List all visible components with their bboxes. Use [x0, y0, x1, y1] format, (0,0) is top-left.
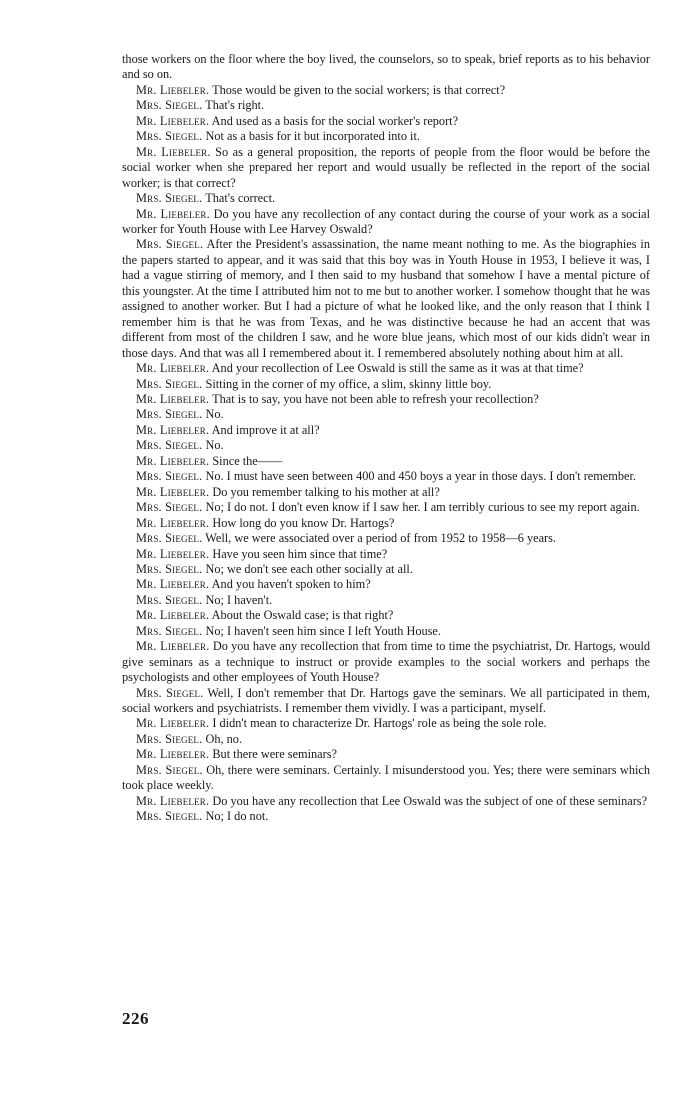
speaker-name: Mr. Liebeler.	[136, 546, 210, 561]
transcript-paragraph	[122, 485, 650, 500]
speaker-name: Mr. Liebeler.	[136, 206, 210, 221]
speaker-name: Mrs. Siegel.	[136, 376, 203, 391]
speaker-name: Mrs. Siegel.	[136, 237, 204, 252]
paragraph-text: No.	[205, 407, 224, 422]
paragraph-text: Do you have any recollection that Lee Oswald was the subject of one of these seminars?	[212, 793, 648, 808]
transcript-paragraph	[122, 732, 650, 747]
speaker-name: Mr. Liebeler.	[136, 577, 210, 592]
paragraph-text: And your recollection of Lee Oswald is still the same as it was at that time?	[211, 361, 584, 376]
transcript-paragraph	[122, 207, 650, 238]
paragraph-text: That's right.	[205, 98, 265, 113]
transcript-paragraph	[122, 686, 650, 717]
transcript-paragraph	[122, 145, 650, 191]
paragraph-text: So as a general proposition, the reports of people from the floor would be before the social worker when she prepared her report and would usually be reflected in the report of the social worker; is that correct?	[122, 144, 651, 190]
paragraph-text: I didn't mean to characterize Dr. Hartogs' role as being the sole role.	[212, 716, 547, 731]
speaker-name: Mrs. Siegel.	[136, 129, 203, 144]
transcript-paragraph	[122, 469, 650, 484]
transcript-paragraph	[122, 83, 650, 98]
transcript-paragraph	[122, 608, 650, 623]
transcript-paragraph	[122, 500, 650, 515]
transcript-paragraph	[122, 593, 650, 608]
speaker-name: Mrs. Siegel.	[136, 762, 203, 777]
speaker-name: Mr. Liebeler.	[136, 484, 210, 499]
paragraph-text: Do you have any recollection of any contact during the course of your work as a social worker for Youth House with Lee Harvey Oswald?	[122, 206, 651, 236]
transcript-paragraph	[122, 577, 650, 592]
transcript-paragraph	[122, 237, 650, 361]
transcript-paragraph	[122, 716, 650, 731]
paragraph-text: No; I haven't seen him since I left Youth House.	[205, 623, 441, 638]
transcript-paragraph	[122, 639, 650, 685]
transcript-paragraph	[122, 562, 650, 577]
speaker-name: Mr. Liebeler.	[136, 515, 210, 530]
speaker-name: Mrs. Siegel.	[136, 531, 203, 546]
paragraph-text: After the President's assassination, the name meant nothing to me. As the biographies in the papers started to appear, and it was said that this boy was in Youth House in 1953, I believe it was, I had a vague stirring of memory, and I then said to my husband that somehow I have a mental picture of this youngster. At the time I attributed him not to me but to another worker. I somehow thought that he was assigned to another worker. But I had a picture of what he looked like, and the only reason that I think I remember him is that he was from Texas, and he was distinctive because he had an accent that was different from most of the children I saw, and he wore blue jeans, which most of our kids didn't wear in those days. And that was all I remembered about it. I remembered absolutely nothing about him at all.	[122, 237, 650, 360]
paragraph-text: How long do you know Dr. Hartogs?	[212, 515, 395, 530]
speaker-name: Mrs. Siegel.	[136, 191, 203, 206]
speaker-name: Mrs. Siegel.	[136, 500, 203, 515]
speaker-name: Mr. Liebeler.	[136, 639, 210, 654]
transcript-paragraph	[122, 624, 650, 639]
paragraph-text: No. I must have seen between 400 and 450 boys a year in those days. I don't remember.	[205, 469, 636, 484]
speaker-name: Mrs. Siegel.	[136, 469, 203, 484]
page-number: 226	[122, 1009, 149, 1028]
paragraph-text: Sitting in the corner of my office, a slim, skinny little boy.	[205, 376, 492, 391]
speaker-name: Mr. Liebeler.	[136, 608, 210, 623]
paragraph-text: Do you have any recollection that from time to time the psychiatrist, Dr. Hartogs, would give seminars as a technique to instruct or provide examples to the social workers and perhaps the psychologists and other employees of Youth House?	[122, 639, 651, 685]
paragraph-text: No; I do not. I don't even know if I saw her. I am terribly curious to see my report again.	[205, 500, 640, 515]
paragraph-text: No; I do not.	[205, 809, 269, 824]
transcript-body	[122, 52, 650, 825]
speaker-name: Mrs. Siegel.	[136, 438, 203, 453]
speaker-name: Mr. Liebeler.	[136, 747, 210, 762]
paragraph-text: That is to say, you have not been able to refresh your recollection?	[212, 391, 539, 406]
paragraph-text: Not as a basis for it but incorporated into it.	[205, 129, 420, 144]
paragraph-text: Since the——	[212, 453, 283, 468]
transcript-paragraph	[122, 454, 650, 469]
paragraph-text: But there were seminars?	[212, 747, 337, 762]
speaker-name: Mr. Liebeler.	[136, 361, 210, 376]
transcript-paragraph	[122, 516, 650, 531]
transcript-paragraph	[122, 52, 650, 83]
speaker-name: Mrs. Siegel.	[136, 407, 203, 422]
speaker-name: Mr. Liebeler.	[136, 144, 211, 159]
speaker-name: Mrs. Siegel.	[136, 98, 203, 113]
paragraph-text: And improve it at all?	[211, 422, 320, 437]
transcript-paragraph	[122, 763, 650, 794]
transcript-paragraph	[122, 191, 650, 206]
transcript-paragraph	[122, 531, 650, 546]
transcript-paragraph	[122, 809, 650, 824]
speaker-name: Mr. Liebeler.	[136, 113, 210, 128]
paragraph-text: Well, I don't remember that Dr. Hartogs gave the seminars. We all participated in them, social workers and psychiatrists. I remember them vividly. I was a participant, myself.	[122, 685, 650, 716]
transcript-paragraph	[122, 794, 650, 809]
paragraph-text: those workers on the floor where the boy lived, the counselors, so to speak, brief reports as to his behavior and so on.	[122, 52, 650, 82]
paragraph-text: And used as a basis for the social worker's report?	[211, 113, 459, 128]
paragraph-text: Oh, no.	[205, 731, 243, 746]
transcript-paragraph	[122, 361, 650, 376]
speaker-name: Mr. Liebeler.	[136, 82, 210, 97]
speaker-name: Mrs. Siegel.	[136, 731, 203, 746]
speaker-name: Mrs. Siegel.	[136, 561, 203, 576]
transcript-paragraph	[122, 392, 650, 407]
speaker-name: Mr. Liebeler.	[136, 453, 210, 468]
paragraph-text: Those would be given to the social workers; is that correct?	[212, 82, 506, 97]
paragraph-text: Well, we were associated over a period of from 1952 to 1958—6 years.	[205, 531, 556, 546]
speaker-name: Mrs. Siegel.	[136, 685, 204, 700]
transcript-paragraph	[122, 423, 650, 438]
transcript-paragraph	[122, 438, 650, 453]
speaker-name: Mr. Liebeler.	[136, 391, 210, 406]
transcript-paragraph	[122, 114, 650, 129]
speaker-name: Mrs. Siegel.	[136, 809, 203, 824]
paragraph-text: No; I haven't.	[205, 592, 273, 607]
transcript-paragraph	[122, 407, 650, 422]
speaker-name: Mr. Liebeler.	[136, 422, 210, 437]
paragraph-text: No; we don't see each other socially at all.	[205, 561, 413, 576]
transcript-paragraph	[122, 377, 650, 392]
speaker-name: Mr. Liebeler.	[136, 793, 210, 808]
speaker-name: Mrs. Siegel.	[136, 592, 203, 607]
paragraph-text: Have you seen him since that time?	[212, 546, 388, 561]
paragraph-text: About the Oswald case; is that right?	[211, 608, 394, 623]
transcript-paragraph	[122, 98, 650, 113]
paragraph-text: No.	[205, 438, 224, 453]
transcript-paragraph	[122, 547, 650, 562]
transcript-paragraph	[122, 129, 650, 144]
transcript-paragraph	[122, 747, 650, 762]
paragraph-text: That's correct.	[205, 191, 276, 206]
paragraph-text: Oh, there were seminars. Certainly. I misunderstood you. Yes; there were seminars which took place weekly.	[122, 762, 650, 793]
paragraph-text: And you haven't spoken to him?	[211, 577, 371, 592]
speaker-name: Mrs. Siegel.	[136, 623, 203, 638]
speaker-name: Mr. Liebeler.	[136, 716, 210, 731]
paragraph-text: Do you remember talking to his mother at all?	[212, 484, 440, 499]
